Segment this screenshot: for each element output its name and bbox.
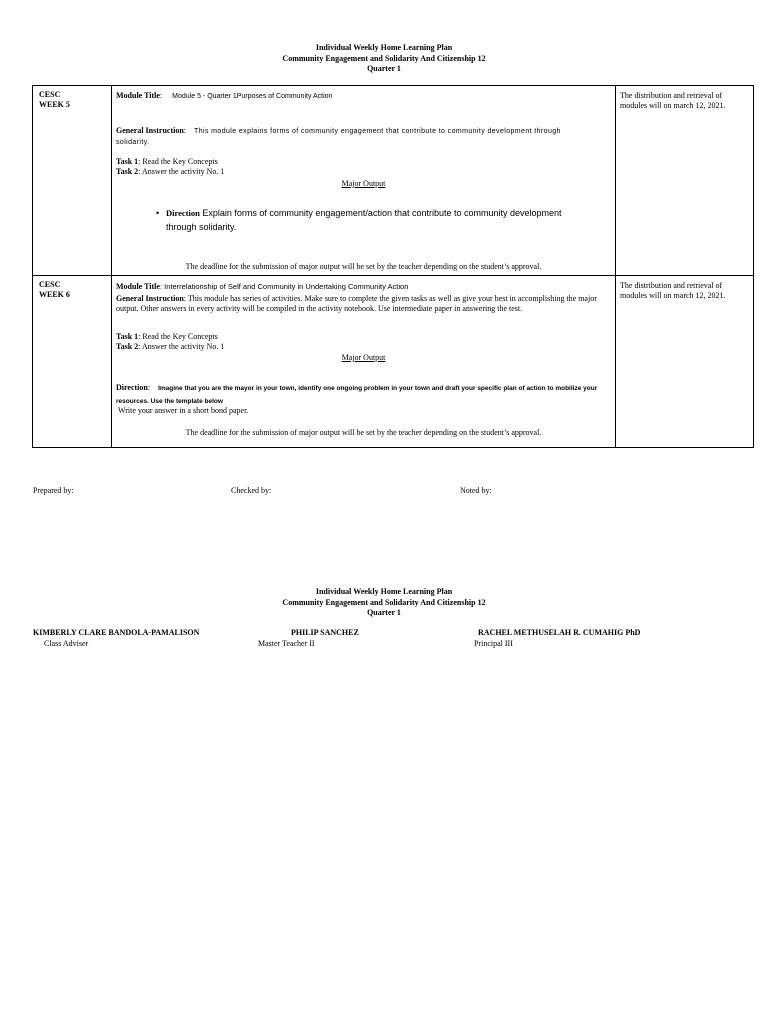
direction-block: Direction: Imagine that you are the mayor in your town, identify one ongoing problem in your town and draft your specific plan of action to mobilize your resources. Use the template below: [116, 383, 598, 405]
direction-label: Direction: [166, 208, 200, 218]
week-label: CESC WEEK 6: [39, 280, 70, 299]
direction-extra: Write your answer in a short bond paper.: [118, 406, 249, 415]
signatory-role: Master Teacher II: [258, 639, 315, 648]
general-instruction: General Instruction: This module explains forms of community engagement that contribute to community development through solidarity.: [116, 126, 561, 146]
task-2-text: : Answer the activity No. 1: [138, 342, 225, 351]
general-instruction: [116, 294, 604, 313]
noted-by-label: Noted by:: [460, 486, 492, 495]
module-title: [116, 282, 408, 292]
week-cell: [33, 276, 112, 448]
page-header-repeat: [0, 587, 768, 619]
learning-plan-table: [32, 85, 754, 448]
task-2: [116, 342, 224, 352]
direction-text: Imagine that you are the mayor in your town, identify one ongoing problem in your town and draft your specific plan of action to mobilize your resources. Use the template below: [116, 385, 598, 405]
bullet-icon: •: [156, 208, 160, 218]
task-2-label: Task 2: [116, 167, 139, 176]
module-title-text: Module 5 - Quarter 1Purposes of Community Action: [172, 93, 333, 100]
header-quarter: Quarter 1: [367, 608, 401, 617]
signatory-name: RACHEL METHUSELAH R. CUMAHIG PhD: [478, 628, 641, 637]
general-instruction-text: This module explains forms of community engagement that contribute to community development through solidarity.: [116, 128, 561, 146]
distribution-note: The distribution and retrieval of modules will on march 12, 2021.: [620, 91, 726, 110]
header-quarter: Quarter 1: [367, 64, 401, 73]
distribution-note: The distribution and retrieval of modules will on march 12, 2021.: [620, 281, 726, 300]
checked-by-label: Checked by:: [231, 486, 272, 495]
major-output-heading: Major Output: [341, 179, 386, 188]
general-instruction-label: General Instruction: [116, 294, 184, 303]
distribution-cell: [616, 86, 754, 276]
task-2-text: : Answer the activity No. 1: [138, 167, 225, 176]
header-title: Individual Weekly Home Learning Plan: [315, 587, 453, 596]
task-1-label: Task 1: [116, 157, 139, 166]
general-instruction-label: General Instruction: [116, 126, 184, 135]
prepared-by-label: Prepared by:: [33, 486, 74, 495]
task-1: [116, 332, 218, 342]
deadline-note: The deadline for the submission of major output will be set by the teacher depending on the student’s approval.: [185, 428, 542, 437]
table-row: [33, 276, 754, 448]
content-cell: [112, 86, 616, 276]
general-instruction-text: : This module has series of activities. Make sure to complete the given tasks as well as give your best in accomplishing the major output. Other answers in every activity will be compiled in the activity notebook. Use intermediate paper in answering the test.: [116, 294, 597, 313]
module-title-label: Module Title: [116, 282, 160, 291]
major-output-heading: Major Output: [341, 353, 386, 362]
direction-bullet: [156, 206, 586, 234]
task-2-label: Task 2: [116, 342, 139, 351]
direction-text: Explain forms of community engagement/action that contribute to community development through solidarity.: [166, 208, 562, 232]
module-title-label: Module Title: [116, 91, 160, 100]
direction-label: Direction: [116, 383, 148, 392]
content-cell: [112, 276, 616, 448]
signatory-name: KIMBERLY CLARE BANDOLA-PAMALISON: [33, 628, 200, 637]
header-title: Individual Weekly Home Learning Plan: [315, 43, 453, 52]
header-subject: Community Engagement and Solidarity And Citizenship 12: [282, 597, 486, 607]
week-label: CESC WEEK 5: [39, 90, 70, 109]
distribution-cell: [616, 276, 754, 448]
header-subject: Community Engagement and Solidarity And Citizenship 12: [282, 53, 486, 63]
deadline-note: The deadline for the submission of major output will be set by the teacher depending on the student’s approval.: [185, 262, 542, 271]
page-header: [0, 43, 768, 75]
task-1-label: Task 1: [116, 332, 139, 341]
signatory-role: Principal III: [474, 639, 513, 648]
task-2: [116, 167, 224, 177]
task-1-text: : Read the Key Concepts: [138, 332, 218, 341]
signatory-name: PHILIP SANCHEZ: [291, 628, 359, 637]
table-row: [33, 86, 754, 276]
week-cell: [33, 86, 112, 276]
task-1-text: : Read the Key Concepts: [138, 157, 218, 166]
module-title: Module Title: Module 5 - Quarter 1Purposes of Community Action: [116, 91, 333, 100]
task-1: [116, 157, 218, 167]
module-title-text: : Interrelationship of Self and Community in Undertaking Community Action: [159, 282, 409, 291]
signatory-role: Class Adviser: [44, 639, 89, 648]
